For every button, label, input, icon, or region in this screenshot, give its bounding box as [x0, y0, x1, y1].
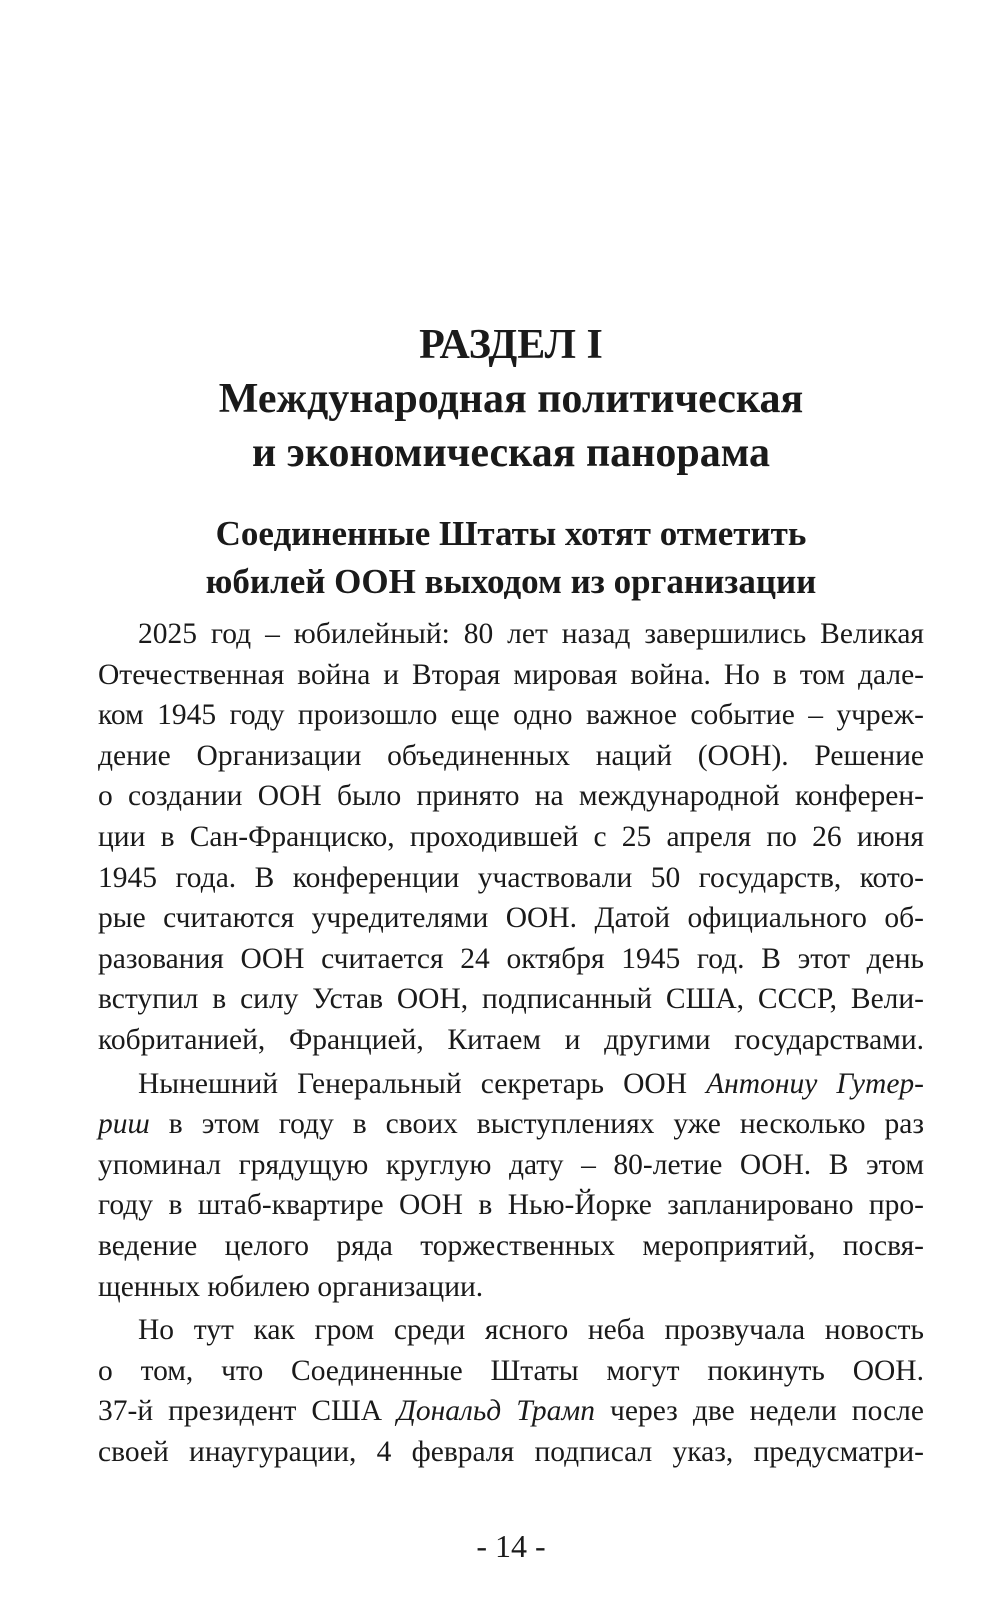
- article-body: [98, 614, 924, 1475]
- text-line: ком 1945 году произошло еще одно важное событие – учреж-: [98, 699, 924, 732]
- person-name: риш: [98, 1108, 150, 1141]
- text-line: разования ООН считается 24 октября 1945 год. В этот день: [98, 942, 924, 975]
- text-line: вступил в силу Устав ООН, подписанный США, СССР, Вели-: [98, 983, 924, 1016]
- text-line: рые считаются учредителями ООН. Датой официального об-: [98, 902, 924, 935]
- text-line: ции в Сан-Франциско, проходившей с 25 апреля по 26 июня: [98, 820, 924, 853]
- text-line: Но тут как гром среди ясного неба прозвучала новость: [138, 1314, 924, 1347]
- text-line: упоминал грядущую круглую дату – 80-летие ООН. В этом: [98, 1148, 924, 1181]
- text-line: своей инаугурации, 4 февраля подписал указ, предусматри-: [98, 1435, 924, 1468]
- section-heading: [98, 318, 924, 480]
- paragraph-2: [98, 1064, 924, 1308]
- text-line: щенных юбилею организации.: [98, 1270, 484, 1303]
- section-label: РАЗДЕЛ I: [419, 322, 603, 368]
- text-line: о создании ООН было принято на международной конферен-: [98, 780, 924, 813]
- text-line: 2025 год – юбилейный: 80 лет назад завершились Великая: [138, 618, 924, 650]
- article-title-line-1: Соединенные Штаты хотят отметить: [215, 514, 807, 553]
- article-title-line-2: юбилей ООН выходом из организации: [205, 562, 817, 601]
- text-line: Отечественная война и Вторая мировая война. Но в том дале-: [98, 658, 924, 691]
- text-line: 37-й президент США Дональд Трамп через две недели после: [98, 1395, 924, 1428]
- section-title-line-2: и экономическая панорама: [251, 430, 771, 476]
- text-line: кобританией, Францией, Китаем и другими государствами.: [98, 1023, 924, 1056]
- text-line: 1945 года. В конференции участвовали 50 государств, кото-: [98, 861, 924, 894]
- book-page: [98, 0, 924, 1617]
- person-name: Дональд Трамп: [397, 1395, 595, 1428]
- text-line: дение Организации объединенных наций (ООН). Решение: [98, 739, 924, 772]
- text-line: риш в этом году в своих выступлениях уже несколько раз: [98, 1108, 924, 1141]
- text-line: году в штаб-квартире ООН в Нью-Йорке запланировано про-: [98, 1189, 924, 1222]
- paragraph-1: [98, 614, 924, 1061]
- paragraph-3: [98, 1310, 924, 1472]
- text-line: о том, что Соединенные Штаты могут покинуть ООН.: [98, 1354, 924, 1387]
- text-line: Нынешний Генеральный секретарь ООН Антониу Гутер-: [138, 1067, 924, 1100]
- section-title-line-1: Международная политическая: [218, 376, 804, 422]
- text-line: ведение целого ряда торжественных мероприятий, посвя-: [98, 1229, 924, 1262]
- person-name: Антониу Гутер-: [706, 1067, 924, 1100]
- article-title: [98, 510, 924, 606]
- page-number: - 14 -: [476, 1528, 546, 1564]
